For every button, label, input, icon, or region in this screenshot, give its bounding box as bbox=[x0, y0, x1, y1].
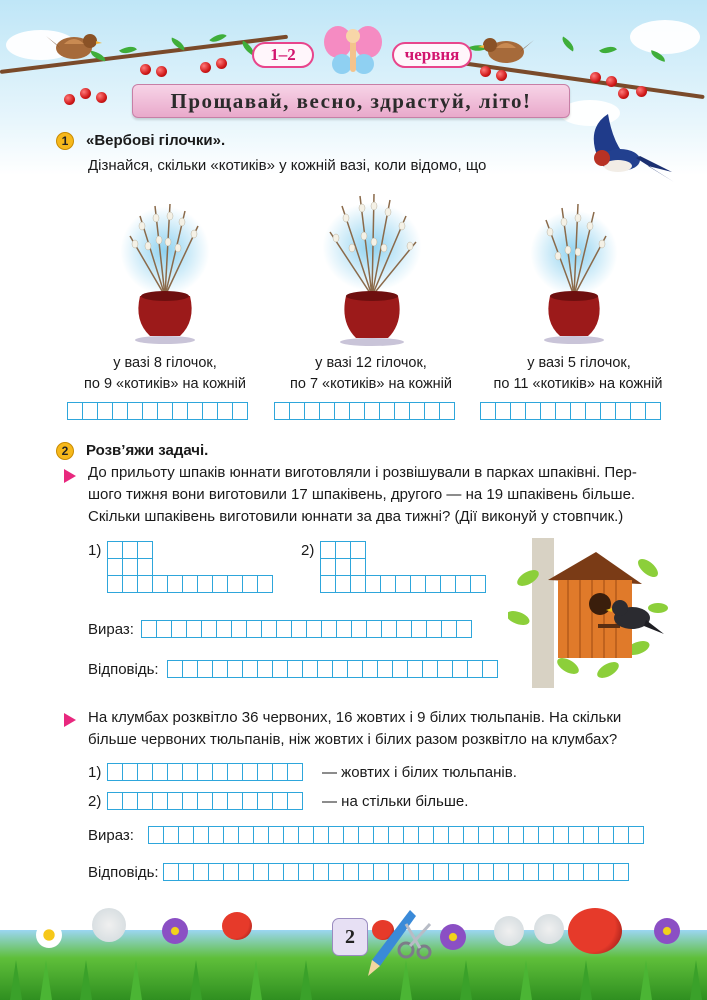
grid-cell[interactable] bbox=[433, 863, 449, 881]
grid-cell[interactable] bbox=[426, 620, 442, 638]
grid-cell[interactable] bbox=[112, 402, 128, 420]
grid-cell[interactable] bbox=[319, 402, 335, 420]
grid-cell[interactable] bbox=[107, 575, 123, 593]
grid-cell[interactable] bbox=[409, 402, 425, 420]
vase-caption-line1: у вазі 12 гілочок, bbox=[315, 355, 427, 371]
problem-marker-icon bbox=[64, 713, 76, 727]
grid-cell[interactable] bbox=[350, 558, 366, 576]
grid-cell[interactable] bbox=[257, 763, 273, 781]
grid-cell[interactable] bbox=[127, 402, 143, 420]
grid-cell[interactable] bbox=[455, 575, 471, 593]
grid-cell[interactable] bbox=[268, 826, 284, 844]
grid-cell[interactable] bbox=[613, 863, 629, 881]
grid-cell[interactable] bbox=[167, 792, 183, 810]
grid-cell[interactable] bbox=[167, 660, 183, 678]
grid-cell[interactable] bbox=[598, 863, 614, 881]
task-number-badge: 1 bbox=[56, 132, 74, 150]
birdhouse-icon bbox=[508, 538, 668, 688]
grid-cell[interactable] bbox=[373, 863, 389, 881]
grid-cell[interactable] bbox=[555, 402, 571, 420]
step-label: 1) bbox=[88, 542, 102, 559]
grid-cell[interactable] bbox=[482, 660, 498, 678]
grid-cell[interactable] bbox=[156, 620, 172, 638]
grid-cell[interactable] bbox=[137, 763, 153, 781]
grid-cell[interactable] bbox=[410, 575, 426, 593]
answer-grid[interactable] bbox=[480, 402, 660, 420]
grid-cell[interactable] bbox=[613, 826, 629, 844]
willow-vase-image bbox=[312, 192, 432, 346]
grid-cell[interactable] bbox=[67, 402, 83, 420]
grid-cell[interactable] bbox=[463, 863, 479, 881]
grid-cell[interactable] bbox=[178, 826, 194, 844]
grid-cell[interactable] bbox=[381, 620, 397, 638]
grid-cell[interactable] bbox=[645, 402, 661, 420]
grid-cell[interactable] bbox=[276, 620, 292, 638]
vase-caption-line1: у вазі 5 гілочок, bbox=[527, 355, 631, 371]
grid-cell[interactable] bbox=[440, 575, 456, 593]
grid-cell[interactable] bbox=[373, 826, 389, 844]
grid-cell[interactable] bbox=[182, 660, 198, 678]
daisy-flower-icon bbox=[36, 922, 62, 948]
grid-cell[interactable] bbox=[227, 792, 243, 810]
grid-cell[interactable] bbox=[585, 402, 601, 420]
grid-cell[interactable] bbox=[186, 620, 202, 638]
expression-label: Вираз: bbox=[88, 827, 134, 844]
dandelion-icon bbox=[92, 908, 126, 942]
grid-cell[interactable] bbox=[424, 402, 440, 420]
grid-cell[interactable] bbox=[433, 826, 449, 844]
grid-cell[interactable] bbox=[628, 826, 644, 844]
grid-cell[interactable] bbox=[197, 763, 213, 781]
grid-cell[interactable] bbox=[122, 575, 138, 593]
grid-cell[interactable] bbox=[439, 402, 455, 420]
grid-cell[interactable] bbox=[122, 763, 138, 781]
grid-cell[interactable] bbox=[268, 863, 284, 881]
grid-cell[interactable] bbox=[508, 863, 524, 881]
grid-cell[interactable] bbox=[163, 863, 179, 881]
grid-cell[interactable] bbox=[553, 863, 569, 881]
grid-cell[interactable] bbox=[321, 620, 337, 638]
page-title: Прощавай, весно, здрастуй, літо! bbox=[132, 84, 570, 118]
grid-cell[interactable] bbox=[508, 826, 524, 844]
grid-cell[interactable] bbox=[208, 826, 224, 844]
grid-cell[interactable] bbox=[403, 863, 419, 881]
violet-flower-icon bbox=[654, 918, 680, 944]
grid-cell[interactable] bbox=[238, 826, 254, 844]
grid-cell[interactable] bbox=[349, 402, 365, 420]
grid-cell[interactable] bbox=[274, 402, 290, 420]
grid-cell[interactable] bbox=[510, 402, 526, 420]
grid-cell[interactable] bbox=[272, 660, 288, 678]
grid-cell[interactable] bbox=[227, 763, 243, 781]
grid-cell[interactable] bbox=[137, 558, 153, 576]
grid-cell[interactable] bbox=[377, 660, 393, 678]
willow-vase-image bbox=[110, 196, 220, 346]
grid-cell[interactable] bbox=[142, 402, 158, 420]
grid-cell[interactable] bbox=[298, 863, 314, 881]
answer-label: Відповідь: bbox=[88, 661, 159, 678]
grid-cell[interactable] bbox=[452, 660, 468, 678]
grid-cell[interactable] bbox=[107, 792, 123, 810]
grid-cell[interactable] bbox=[238, 863, 254, 881]
task-number-badge: 2 bbox=[56, 442, 74, 460]
grid-cell[interactable] bbox=[242, 763, 258, 781]
grid-cell[interactable] bbox=[336, 620, 352, 638]
grid-cell[interactable] bbox=[227, 575, 243, 593]
grid-cell[interactable] bbox=[630, 402, 646, 420]
grid-cell[interactable] bbox=[212, 763, 228, 781]
grid-cell[interactable] bbox=[208, 863, 224, 881]
grid-cell[interactable] bbox=[407, 660, 423, 678]
grid-cell[interactable] bbox=[334, 402, 350, 420]
grid-cell[interactable] bbox=[242, 660, 258, 678]
grid-cell[interactable] bbox=[148, 826, 164, 844]
grid-cell[interactable] bbox=[107, 558, 123, 576]
grid-cell[interactable] bbox=[182, 575, 198, 593]
vase-caption-line2: по 7 «котиків» на кожній bbox=[290, 376, 452, 392]
grid-cell[interactable] bbox=[379, 402, 395, 420]
problem-text: На клумбах розквітло 36 червоних, 16 жовтих і 9 білих тюльпанів. На скільки більше червоних тюльпанів, ніж жовтих і білих разом розквітло на клумбах? bbox=[88, 709, 622, 748]
grid-cell[interactable] bbox=[467, 660, 483, 678]
grid-cell[interactable] bbox=[216, 620, 232, 638]
grid-cell[interactable] bbox=[478, 826, 494, 844]
grid-cell[interactable] bbox=[167, 575, 183, 593]
grid-cell[interactable] bbox=[583, 826, 599, 844]
grid-cell[interactable] bbox=[320, 558, 336, 576]
grid-cell[interactable] bbox=[523, 826, 539, 844]
grid-cell[interactable] bbox=[82, 402, 98, 420]
grid-cell[interactable] bbox=[553, 826, 569, 844]
grid-cell[interactable] bbox=[388, 863, 404, 881]
grid-cell[interactable] bbox=[615, 402, 631, 420]
willow-vase-image bbox=[522, 200, 626, 346]
grid-cell[interactable] bbox=[425, 575, 441, 593]
grid-cell[interactable] bbox=[335, 541, 351, 559]
grid-cell[interactable] bbox=[493, 826, 509, 844]
grid-cell[interactable] bbox=[380, 575, 396, 593]
sparrow-right-icon bbox=[478, 32, 534, 68]
grid-cell[interactable] bbox=[182, 792, 198, 810]
task-title: «Вербові гілочки». bbox=[86, 132, 226, 149]
grid-cell[interactable] bbox=[257, 575, 273, 593]
grid-cell[interactable] bbox=[335, 575, 351, 593]
dandelion-icon bbox=[494, 916, 524, 946]
grid-cell[interactable] bbox=[122, 558, 138, 576]
grid-cell[interactable] bbox=[227, 660, 243, 678]
grid-cell[interactable] bbox=[137, 792, 153, 810]
grid-cell[interactable] bbox=[480, 402, 496, 420]
problem-text: До прильоту шпаків юннати виготовляли і розвішували в парках шпаківні. Пер- шого тижня вони виготовили 17 шпаківень, другого — на 19 шпаківень більше. Скільки шпаківень виготовили юннати за два тижні? (Дії виконуй у стовпчик.) bbox=[88, 464, 637, 525]
vase-caption-line1: у вазі 8 гілочок, bbox=[113, 355, 217, 371]
grid-cell[interactable] bbox=[246, 620, 262, 638]
grid-cell[interactable] bbox=[137, 541, 153, 559]
grid-cell[interactable] bbox=[335, 558, 351, 576]
grid-cell[interactable] bbox=[350, 541, 366, 559]
grid-cell[interactable] bbox=[568, 863, 584, 881]
grid-cell[interactable] bbox=[298, 826, 314, 844]
grid-cell[interactable] bbox=[350, 575, 366, 593]
grid-cell[interactable] bbox=[193, 863, 209, 881]
grid-cell[interactable] bbox=[540, 402, 556, 420]
grid-cell[interactable] bbox=[212, 575, 228, 593]
grid-cell[interactable] bbox=[583, 863, 599, 881]
vase-caption-line2: по 11 «котиків» на кожній bbox=[493, 376, 663, 392]
grid-cell[interactable] bbox=[600, 402, 616, 420]
date-days: 1–2 bbox=[252, 42, 314, 68]
grid-cell[interactable] bbox=[202, 402, 218, 420]
grid-cell[interactable] bbox=[107, 763, 123, 781]
sparrow-left-icon bbox=[46, 28, 102, 64]
ladybug-icon bbox=[222, 912, 252, 940]
grid-cell[interactable] bbox=[272, 763, 288, 781]
grid-cell[interactable] bbox=[394, 402, 410, 420]
grid-cell[interactable] bbox=[598, 826, 614, 844]
grid-cell[interactable] bbox=[231, 620, 247, 638]
grid-cell[interactable] bbox=[362, 660, 378, 678]
grid-cell[interactable] bbox=[317, 660, 333, 678]
step-description: — жовтих і білих тюльпанів. bbox=[322, 764, 517, 781]
grid-cell[interactable] bbox=[456, 620, 472, 638]
grid-cell[interactable] bbox=[217, 402, 233, 420]
grid-cell[interactable] bbox=[122, 541, 138, 559]
grid-cell[interactable] bbox=[201, 620, 217, 638]
grid-cell[interactable] bbox=[257, 792, 273, 810]
page-number: 2 bbox=[332, 918, 368, 956]
grid-cell[interactable] bbox=[364, 402, 380, 420]
grid-cell[interactable] bbox=[358, 826, 374, 844]
grid-cell[interactable] bbox=[287, 660, 303, 678]
grid-cell[interactable] bbox=[157, 402, 173, 420]
grid-cell[interactable] bbox=[287, 763, 303, 781]
grid-cell[interactable] bbox=[257, 660, 273, 678]
grid-cell[interactable] bbox=[291, 620, 307, 638]
grid-cell[interactable] bbox=[197, 575, 213, 593]
grid-cell[interactable] bbox=[187, 402, 203, 420]
grid-cell[interactable] bbox=[538, 826, 554, 844]
answer-grid[interactable] bbox=[67, 402, 247, 420]
grid-cell[interactable] bbox=[171, 620, 187, 638]
answer-label: Відповідь: bbox=[88, 864, 159, 881]
task-instruction: Дізнайся, скільки «котиків» у кожній вазі, коли відомо, що bbox=[88, 157, 487, 174]
grid-cell[interactable] bbox=[441, 620, 457, 638]
grid-cell[interactable] bbox=[152, 763, 168, 781]
grid-cell[interactable] bbox=[347, 660, 363, 678]
grid-cell[interactable] bbox=[283, 863, 299, 881]
grid-cell[interactable] bbox=[223, 863, 239, 881]
grid-cell[interactable] bbox=[493, 863, 509, 881]
grid-cell[interactable] bbox=[395, 575, 411, 593]
expression-grid[interactable] bbox=[141, 620, 471, 638]
grid-cell[interactable] bbox=[365, 575, 381, 593]
grid-cell[interactable] bbox=[122, 792, 138, 810]
grid-cell[interactable] bbox=[272, 792, 288, 810]
grid-cell[interactable] bbox=[242, 575, 258, 593]
step-label: 1) bbox=[88, 764, 102, 781]
grid-cell[interactable] bbox=[525, 402, 541, 420]
grid-cell[interactable] bbox=[523, 863, 539, 881]
grid-cell[interactable] bbox=[332, 660, 348, 678]
grid-cell[interactable] bbox=[343, 863, 359, 881]
grid-cell[interactable] bbox=[470, 575, 486, 593]
grid-cell[interactable] bbox=[422, 660, 438, 678]
grid-cell[interactable] bbox=[351, 620, 367, 638]
grid-cell[interactable] bbox=[163, 826, 179, 844]
grid-cell[interactable] bbox=[568, 826, 584, 844]
answer-grid[interactable] bbox=[163, 863, 628, 881]
grid-cell[interactable] bbox=[538, 863, 554, 881]
grid-cell[interactable] bbox=[232, 402, 248, 420]
grid-cell[interactable] bbox=[193, 826, 209, 844]
grid-cell[interactable] bbox=[328, 863, 344, 881]
grid-cell[interactable] bbox=[107, 541, 123, 559]
grid-cell[interactable] bbox=[172, 402, 188, 420]
grid-cell[interactable] bbox=[289, 402, 305, 420]
grid-cell[interactable] bbox=[403, 826, 419, 844]
answer-grid[interactable] bbox=[274, 402, 454, 420]
grid-cell[interactable] bbox=[253, 826, 269, 844]
grid-cell[interactable] bbox=[388, 826, 404, 844]
expression-label: Вираз: bbox=[88, 621, 134, 638]
grid-cell[interactable] bbox=[448, 863, 464, 881]
grid-cell[interactable] bbox=[320, 541, 336, 559]
problem-marker-icon bbox=[64, 469, 76, 483]
grid-cell[interactable] bbox=[437, 660, 453, 678]
grid-cell[interactable] bbox=[242, 792, 258, 810]
grid-cell[interactable] bbox=[287, 792, 303, 810]
grid-cell[interactable] bbox=[253, 863, 269, 881]
swallow-icon bbox=[578, 108, 674, 186]
date-month: червня bbox=[392, 42, 472, 68]
task-title: Розв’яжи задачі. bbox=[86, 442, 209, 459]
grid-cell[interactable] bbox=[223, 826, 239, 844]
step-label: 2) bbox=[88, 793, 102, 810]
butterfly-icon bbox=[322, 22, 384, 78]
grid-cell[interactable] bbox=[167, 763, 183, 781]
grid-cell[interactable] bbox=[261, 620, 277, 638]
answer-grid[interactable] bbox=[167, 660, 497, 678]
violet-flower-icon bbox=[440, 924, 466, 950]
dandelion-icon bbox=[534, 914, 564, 944]
ladybug-icon bbox=[568, 908, 622, 954]
scissors-icon bbox=[396, 920, 436, 960]
grid-cell[interactable] bbox=[212, 660, 228, 678]
grid-cell[interactable] bbox=[463, 826, 479, 844]
step-grid[interactable] bbox=[107, 792, 302, 810]
step-label: 2) bbox=[301, 542, 315, 559]
grid-cell[interactable] bbox=[366, 620, 382, 638]
grid-cell[interactable] bbox=[358, 863, 374, 881]
grid-cell[interactable] bbox=[304, 402, 320, 420]
grid-cell[interactable] bbox=[306, 620, 322, 638]
expression-grid[interactable] bbox=[148, 826, 643, 844]
grid-cell[interactable] bbox=[182, 763, 198, 781]
grid-cell[interactable] bbox=[313, 826, 329, 844]
grid-cell[interactable] bbox=[418, 863, 434, 881]
cloud bbox=[630, 20, 700, 54]
grid-cell[interactable] bbox=[411, 620, 427, 638]
grid-cell[interactable] bbox=[141, 620, 157, 638]
grid-cell[interactable] bbox=[97, 402, 113, 420]
grid-cell[interactable] bbox=[283, 826, 299, 844]
grid-cell[interactable] bbox=[495, 402, 511, 420]
grid-cell[interactable] bbox=[152, 792, 168, 810]
grid-cell[interactable] bbox=[448, 826, 464, 844]
grid-cell[interactable] bbox=[152, 575, 168, 593]
grid-cell[interactable] bbox=[396, 620, 412, 638]
grid-cell[interactable] bbox=[570, 402, 586, 420]
step-description: — на стільки більше. bbox=[322, 793, 469, 810]
grid-cell[interactable] bbox=[418, 826, 434, 844]
grid-cell[interactable] bbox=[197, 792, 213, 810]
grid-cell[interactable] bbox=[302, 660, 318, 678]
grid-cell[interactable] bbox=[328, 826, 344, 844]
grid-cell[interactable] bbox=[212, 792, 228, 810]
grid-cell[interactable] bbox=[320, 575, 336, 593]
vase-caption-line2: по 9 «котиків» на кожній bbox=[84, 376, 246, 392]
grid-cell[interactable] bbox=[313, 863, 329, 881]
violet-flower-icon bbox=[162, 918, 188, 944]
grid-cell[interactable] bbox=[343, 826, 359, 844]
grid-cell[interactable] bbox=[392, 660, 408, 678]
step-grid[interactable] bbox=[107, 763, 302, 781]
grid-cell[interactable] bbox=[137, 575, 153, 593]
grid-cell[interactable] bbox=[478, 863, 494, 881]
grid-cell[interactable] bbox=[178, 863, 194, 881]
grid-cell[interactable] bbox=[197, 660, 213, 678]
